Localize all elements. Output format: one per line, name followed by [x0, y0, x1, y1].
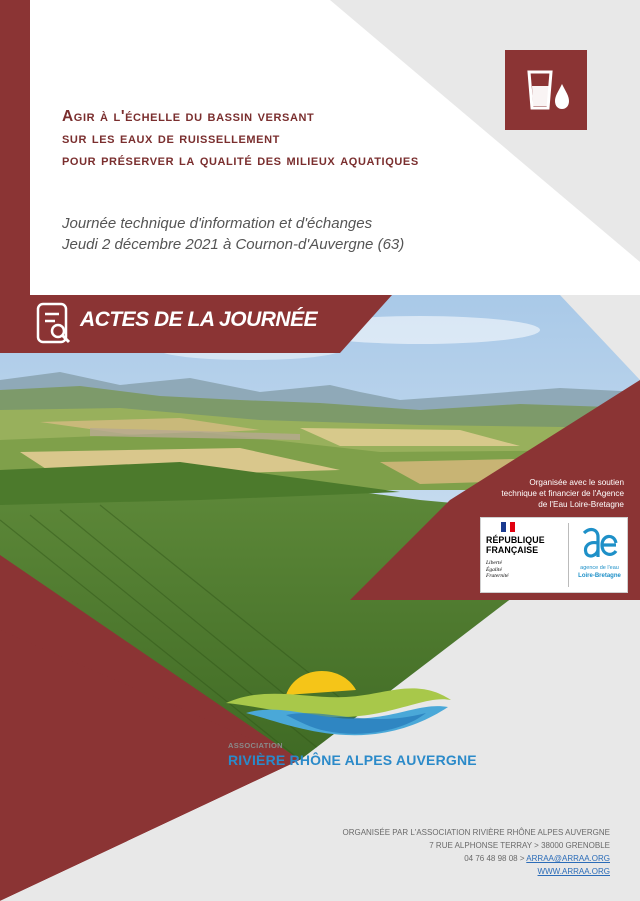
subtitle-line-2: Jeudi 2 décembre 2021 à Cournon-d'Auvergne (63)	[62, 236, 405, 253]
partner-logos	[480, 517, 628, 593]
support-line-3: de l'Eau Loire-Bretagne	[538, 500, 624, 509]
rf-name-line-2: FRANÇAISE	[486, 545, 539, 555]
agence-eau-logo	[576, 523, 623, 587]
agence-line-1: agence de l'eau	[580, 565, 619, 571]
title-line-1: Agir à l'échelle du bassin versant	[62, 108, 315, 125]
document-search-icon	[36, 302, 72, 346]
title-line-2: sur les eaux de ruissellement	[62, 130, 280, 147]
agence-line-2: Loire-Bretagne	[578, 573, 621, 579]
footer-address: 7 RUE ALPHONSE TERRAY > 38000 GRENOBLE	[429, 841, 610, 850]
subtitle-line-1: Journée technique d'information et d'échanges	[62, 215, 373, 232]
support-line-1: Organisée avec le soutien	[529, 478, 624, 487]
document-title	[62, 106, 562, 172]
title-line-3: pour préserver la qualité des milieux aquatiques	[62, 152, 419, 169]
arraa-logo	[226, 655, 451, 740]
motto-fraternite: Fraternité	[486, 573, 509, 579]
footer-contact	[342, 826, 610, 878]
association-label: ASSOCIATION	[228, 741, 283, 750]
marianne-flag-icon	[501, 522, 515, 532]
support-line-2: technique et financier de l'Agence	[501, 489, 624, 498]
actes-label: ACTES DE LA JOURNÉE	[80, 308, 318, 331]
email-link[interactable]: ARRAA@ARRAA.ORG	[526, 854, 610, 863]
association-name: RIVIÈRE RHÔNE ALPES AUVERGNE	[228, 752, 477, 768]
motto-egalite: Égalité	[486, 566, 502, 573]
logo-divider	[568, 523, 569, 587]
event-subtitle	[62, 213, 482, 255]
website-link[interactable]: WWW.ARRAA.ORG	[537, 867, 610, 876]
footer-phone-email	[342, 852, 610, 865]
footer-organiser: ORGANISÉE PAR L'ASSOCIATION RIVIÈRE RHÔNE ALPES AUVERGNE	[342, 828, 610, 837]
support-text	[468, 477, 624, 510]
footer-phone: 04 76 48 98 08 >	[464, 854, 525, 863]
rf-name-line-1: RÉPUBLIQUE	[486, 535, 545, 545]
motto-liberte: Liberté	[486, 560, 502, 566]
republique-francaise-name	[486, 535, 564, 555]
republique-motto	[486, 560, 509, 580]
